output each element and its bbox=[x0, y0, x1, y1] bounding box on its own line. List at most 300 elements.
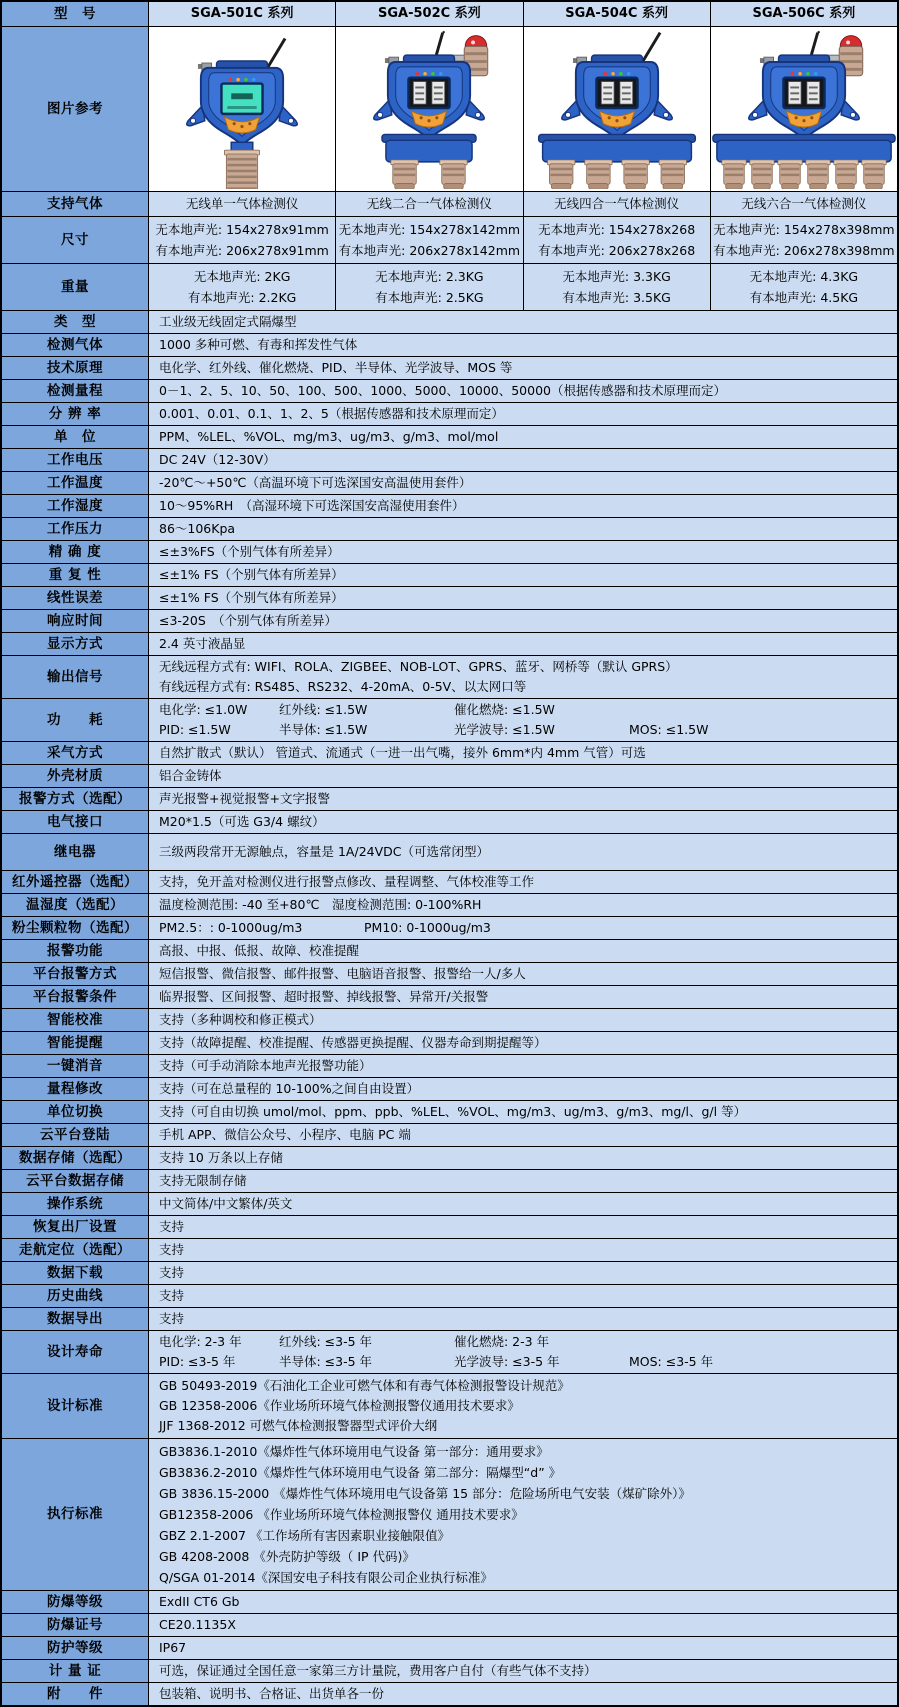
row-unit bbox=[2, 426, 897, 449]
design-standard-content bbox=[149, 1374, 897, 1438]
row-label-data-download: 数据下载 bbox=[2, 1262, 149, 1284]
range-content bbox=[149, 380, 897, 402]
exec-standard-line-3: GB12358-2006 《作业场所环境气体检测报警仪 通用技术要求》 bbox=[159, 1507, 524, 1522]
supported-gas-content bbox=[149, 192, 897, 216]
row-nav-position bbox=[2, 1239, 897, 1262]
work-humidity-content bbox=[149, 495, 897, 517]
tech-principle-cell bbox=[149, 357, 897, 379]
smart-cal-cell bbox=[149, 1009, 897, 1031]
row-label-history-curve: 历史曲线 bbox=[2, 1285, 149, 1307]
voltage-value: DC 24V（12-30V） bbox=[159, 452, 276, 467]
weight-value: 有本地声光: 4.5KG bbox=[749, 290, 859, 305]
row-label-ex-cert: 防爆证号 bbox=[2, 1614, 149, 1636]
dimensions-value: 有本地声光: 206x278x142mm bbox=[338, 243, 521, 258]
design-life-value: PID: ≤3-5 年 bbox=[159, 1354, 236, 1369]
alarm-func-value: 高报、中报、低报、故障、校准提醒 bbox=[159, 943, 360, 958]
dimensions-value: 有本地声光: 206x278x268 bbox=[538, 243, 696, 258]
row-factory-reset bbox=[2, 1216, 897, 1239]
design-life-value: 半导体: ≤3-5 年 bbox=[279, 1354, 373, 1369]
detect-gas-content bbox=[149, 334, 897, 356]
type-content bbox=[149, 311, 897, 333]
work-pressure-content bbox=[149, 518, 897, 540]
design-standard-line-0: GB 50493-2019《石油化工企业可燃气体和有毒气体检测报警设计规范》 bbox=[159, 1378, 570, 1393]
metering-cert-value: 可选，保证通过全国任意一家第三方计量院，费用客户自付（有些气体不支持） bbox=[159, 1663, 597, 1678]
row-cloud-login bbox=[2, 1124, 897, 1147]
exec-standard-line-4: GBZ 2.1-2007 《工作场所有害因素职业接触限值》 bbox=[159, 1528, 450, 1543]
dimensions-value: 无本地声光: 154x278x91mm bbox=[155, 222, 329, 237]
row-label-cloud-login: 云平台登陆 bbox=[2, 1124, 149, 1146]
row-one-key-mute bbox=[2, 1055, 897, 1078]
voltage-cell bbox=[149, 449, 897, 471]
row-label-accuracy: 精 确 度 bbox=[2, 541, 149, 563]
shell-cell bbox=[149, 765, 897, 787]
dimensions-col-2 bbox=[524, 217, 711, 263]
row-relay bbox=[2, 834, 897, 871]
exec-standard-line-6: Q/SGA 01-2014《深国安电子科技有限公司企业执行标准》 bbox=[159, 1570, 493, 1585]
supported-gas-value: 无线二合一气体检测仪 bbox=[366, 196, 492, 211]
unit-switch-content bbox=[149, 1101, 897, 1123]
alarm-func-cell bbox=[149, 940, 897, 962]
shell-content bbox=[149, 765, 897, 787]
ir-remote-content bbox=[149, 871, 897, 893]
design-life-line-0 bbox=[159, 1332, 887, 1352]
weight-value: 无本地声光: 3.3KG bbox=[562, 269, 671, 284]
row-label-data-export: 数据导出 bbox=[2, 1308, 149, 1330]
row-label-ir-remote: 红外遥控器（选配） bbox=[2, 871, 149, 893]
dimensions-content bbox=[149, 217, 897, 263]
output-signal-content bbox=[149, 656, 897, 698]
weight-value: 有本地声光: 3.5KG bbox=[562, 290, 671, 305]
electrical-port-content bbox=[149, 811, 897, 833]
ir-remote-cell bbox=[149, 871, 897, 893]
display-content bbox=[149, 633, 897, 655]
factory-reset-content bbox=[149, 1216, 897, 1238]
ex-grade-cell bbox=[149, 1591, 897, 1613]
accessories-content bbox=[149, 1683, 897, 1705]
dimensions-value: 无本地声光: 154x278x268 bbox=[538, 222, 696, 237]
supported-gas-value: 无线单一气体检测仪 bbox=[185, 196, 299, 211]
photos-content bbox=[149, 27, 897, 191]
row-range-modify bbox=[2, 1078, 897, 1101]
row-label-model: 型 号 bbox=[2, 2, 149, 26]
row-temp-humidity bbox=[2, 894, 897, 917]
model-content bbox=[149, 2, 897, 26]
row-metering-cert bbox=[2, 1660, 897, 1683]
row-label-response-time: 响应时间 bbox=[2, 610, 149, 632]
row-label-photos: 图片参考 bbox=[2, 27, 149, 191]
row-data-storage bbox=[2, 1147, 897, 1170]
sga-502c-detector-photo bbox=[336, 27, 523, 191]
row-label-type: 类 型 bbox=[2, 311, 149, 333]
unit-switch-cell bbox=[149, 1101, 897, 1123]
sga-501c-detector-photo bbox=[149, 27, 336, 191]
row-data-download bbox=[2, 1262, 897, 1285]
row-label-display: 显示方式 bbox=[2, 633, 149, 655]
linearity-cell bbox=[149, 587, 897, 609]
ip-grade-cell bbox=[149, 1637, 897, 1659]
row-label-smart-cal: 智能校准 bbox=[2, 1009, 149, 1031]
range-cell bbox=[149, 380, 897, 402]
row-label-work-temp: 工作温度 bbox=[2, 472, 149, 494]
data-export-value: 支持 bbox=[159, 1311, 185, 1326]
row-voltage bbox=[2, 449, 897, 472]
supported-gas-value: 无线六合一气体检测仪 bbox=[741, 196, 867, 211]
resolution-content bbox=[149, 403, 897, 425]
cloud-login-cell bbox=[149, 1124, 897, 1146]
work-temp-cell bbox=[149, 472, 897, 494]
platform-alarm-cond-content bbox=[149, 986, 897, 1008]
work-temp-content bbox=[149, 472, 897, 494]
exec-standard-line-0: GB3836.1-2010《爆炸性气体环境用电气设备 第一部分：通用要求》 bbox=[159, 1444, 549, 1459]
alarm-func-content bbox=[149, 940, 897, 962]
row-cloud-storage bbox=[2, 1170, 897, 1193]
row-exec-standard bbox=[2, 1439, 897, 1591]
display-cell bbox=[149, 633, 897, 655]
ex-grade-content bbox=[149, 1591, 897, 1613]
dimensions-col-0 bbox=[149, 217, 336, 263]
weight-col-3 bbox=[711, 264, 897, 310]
row-label-design-life: 设计寿命 bbox=[2, 1331, 149, 1373]
repeatability-content bbox=[149, 564, 897, 586]
row-label-ip-grade: 防护等级 bbox=[2, 1637, 149, 1659]
data-storage-value: 支持 10 万条以上存储 bbox=[159, 1150, 283, 1165]
row-label-metering-cert: 计 量 证 bbox=[2, 1660, 149, 1682]
one-key-mute-content bbox=[149, 1055, 897, 1077]
detect-gas-cell bbox=[149, 334, 897, 356]
sampling-content bbox=[149, 742, 897, 764]
dust-line-0 bbox=[159, 918, 887, 938]
tech-principle-value: 电化学、红外线、催化燃烧、PID、半导体、光学波导、MOS 等 bbox=[159, 360, 513, 375]
design-standard-cell bbox=[149, 1374, 897, 1438]
exec-standard-line-5: GB 4208-2008 《外壳防护等级（ IP 代码)》 bbox=[159, 1549, 415, 1564]
platform-alarm-cond-value: 临界报警、区间报警、超时报警、掉线报警、异常开/关报警 bbox=[159, 989, 489, 1004]
dust-cell bbox=[149, 917, 897, 939]
row-data-export bbox=[2, 1308, 897, 1331]
row-label-os: 操作系统 bbox=[2, 1193, 149, 1215]
output-signal-cell bbox=[149, 656, 897, 698]
history-curve-value: 支持 bbox=[159, 1288, 185, 1303]
row-tech-principle bbox=[2, 357, 897, 380]
one-key-mute-cell bbox=[149, 1055, 897, 1077]
design-life-content bbox=[149, 1331, 897, 1373]
repeatability-value: ≤±1% FS（个别气体有所差异） bbox=[159, 567, 344, 582]
data-download-cell bbox=[149, 1262, 897, 1284]
row-electrical-port bbox=[2, 811, 897, 834]
relay-value: 三级两段常开无源触点，容量是 1A/24VDC（可选常闭型） bbox=[159, 844, 489, 859]
work-temp-value: -20℃～+50℃（高温环境下可选深国安高温使用套件） bbox=[159, 475, 472, 490]
design-life-value: 光学波导: ≤3-5 年 bbox=[454, 1354, 560, 1369]
design-standard-line-2: JJF 1368-2012 可燃气体检测报警器型式评价大纲 bbox=[159, 1418, 438, 1433]
row-response-time bbox=[2, 610, 897, 633]
row-label-smart-remind: 智能提醒 bbox=[2, 1032, 149, 1054]
row-smart-remind bbox=[2, 1032, 897, 1055]
row-alarm-func bbox=[2, 940, 897, 963]
row-label-ex-grade: 防爆等级 bbox=[2, 1591, 149, 1613]
linearity-content bbox=[149, 587, 897, 609]
row-label-exec-standard: 执行标准 bbox=[2, 1439, 149, 1590]
response-time-value: ≤3-20S （个别气体有所差异） bbox=[159, 613, 338, 628]
row-label-accessories: 附 件 bbox=[2, 1683, 149, 1705]
design-life-value: 红外线: ≤3-5 年 bbox=[279, 1334, 373, 1349]
unit-value: PPM、%LEL、%VOL、mg/m3、ug/m3、g/m3、mol/mol bbox=[159, 429, 499, 444]
row-ex-cert bbox=[2, 1614, 897, 1637]
ip-grade-value: IP67 bbox=[159, 1640, 187, 1655]
type-value: 工业级无线固定式隔爆型 bbox=[159, 314, 297, 329]
os-value: 中文简体/中文繁体/英文 bbox=[159, 1196, 293, 1211]
row-display bbox=[2, 633, 897, 656]
voltage-content bbox=[149, 449, 897, 471]
row-label-factory-reset: 恢复出厂设置 bbox=[2, 1216, 149, 1238]
row-label-data-storage: 数据存储（选配） bbox=[2, 1147, 149, 1169]
dimensions-value: 有本地声光: 206x278x398mm bbox=[713, 243, 895, 258]
power-value: 催化燃烧: ≤1.5W bbox=[454, 702, 555, 717]
row-dust bbox=[2, 917, 897, 940]
power-value: 电化学: ≤1.0W bbox=[159, 702, 248, 717]
row-model bbox=[2, 2, 897, 27]
row-work-pressure bbox=[2, 518, 897, 541]
row-label-shell: 外壳材质 bbox=[2, 765, 149, 787]
row-photos bbox=[2, 27, 897, 192]
design-life-value: MOS: ≤3-5 年 bbox=[629, 1354, 714, 1369]
dimensions-value: 无本地声光: 154x278x398mm bbox=[713, 222, 895, 237]
metering-cert-cell bbox=[149, 1660, 897, 1682]
row-resolution bbox=[2, 403, 897, 426]
row-label-nav-position: 走航定位（选配） bbox=[2, 1239, 149, 1261]
row-type bbox=[2, 311, 897, 334]
accessories-value: 包装箱、说明书、合格证、出货单各一份 bbox=[159, 1686, 385, 1701]
temp-humidity-cell bbox=[149, 894, 897, 916]
ex-cert-value: CE20.1135X bbox=[159, 1617, 236, 1632]
design-life-line-1 bbox=[159, 1352, 887, 1372]
row-label-range-modify: 量程修改 bbox=[2, 1078, 149, 1100]
smart-remind-value: 支持（故障提醒、校准提醒、传感器更换提醒、仪器寿命到期提醒等） bbox=[159, 1035, 547, 1050]
exec-standard-line-2: GB 3836.15-2000 《爆炸性气体环境用电气设备第 15 部分：危险场所电气安装（煤矿除外）》 bbox=[159, 1486, 691, 1501]
row-label-dust: 粉尘颗粒物（选配） bbox=[2, 917, 149, 939]
model-col-0 bbox=[149, 2, 336, 26]
design-standard-line-1: GB 12358-2006《作业场所环境气体检测报警仪通用技术要求》 bbox=[159, 1398, 520, 1413]
platform-alarm-mode-cell bbox=[149, 963, 897, 985]
alarm-mode-cell bbox=[149, 788, 897, 810]
row-label-sampling: 采气方式 bbox=[2, 742, 149, 764]
power-line-1 bbox=[159, 720, 887, 740]
row-label-relay: 继电器 bbox=[2, 834, 149, 870]
supported-gas-col-1 bbox=[336, 192, 523, 216]
power-line-0 bbox=[159, 700, 887, 720]
range-value: 0－1、2、5、10、50、100、500、1000、5000、10000、50000（根据传感器和技术原理而定） bbox=[159, 383, 726, 398]
row-label-repeatability: 重 复 性 bbox=[2, 564, 149, 586]
row-output-signal bbox=[2, 656, 897, 699]
cloud-login-content bbox=[149, 1124, 897, 1146]
model-col-3 bbox=[711, 2, 897, 26]
weight-value: 无本地声光: 4.3KG bbox=[749, 269, 859, 284]
sampling-value: 自然扩散式（默认） 管道式、流通式（一进一出气嘴，接外 6mm*内 4mm 气管）可选 bbox=[159, 745, 646, 760]
row-label-supported-gas: 支持气体 bbox=[2, 192, 149, 216]
row-label-unit: 单 位 bbox=[2, 426, 149, 448]
cloud-storage-content bbox=[149, 1170, 897, 1192]
resolution-value: 0.001、0.01、0.1、1、2、5（根据传感器和技术原理而定） bbox=[159, 406, 504, 421]
row-label-alarm-func: 报警功能 bbox=[2, 940, 149, 962]
supported-gas-value: 无线四合一气体检测仪 bbox=[554, 196, 680, 211]
data-download-content bbox=[149, 1262, 897, 1284]
exec-standard-cell bbox=[149, 1439, 897, 1590]
tech-principle-content bbox=[149, 357, 897, 379]
model-value: SGA-504C 系列 bbox=[565, 6, 668, 21]
power-value: 红外线: ≤1.5W bbox=[279, 702, 368, 717]
relay-content bbox=[149, 834, 897, 870]
accuracy-content bbox=[149, 541, 897, 563]
row-label-output-signal: 输出信号 bbox=[2, 656, 149, 698]
repeatability-cell bbox=[149, 564, 897, 586]
row-label-detect-gas: 检测气体 bbox=[2, 334, 149, 356]
platform-alarm-mode-value: 短信报警、微信报警、邮件报警、电脑语音报警、报警给一人/多人 bbox=[159, 966, 526, 981]
weight-value: 无本地声光: 2.3KG bbox=[375, 269, 484, 284]
design-life-value: 电化学: 2-3 年 bbox=[159, 1334, 242, 1349]
work-pressure-cell bbox=[149, 518, 897, 540]
nav-position-value: 支持 bbox=[159, 1242, 185, 1257]
data-export-content bbox=[149, 1308, 897, 1330]
row-detect-gas bbox=[2, 334, 897, 357]
row-label-platform-alarm-cond: 平台报警条件 bbox=[2, 986, 149, 1008]
row-os bbox=[2, 1193, 897, 1216]
linearity-value: ≤±1% FS（个别气体有所差异） bbox=[159, 590, 344, 605]
model-value: SGA-502C 系列 bbox=[378, 6, 481, 21]
os-cell bbox=[149, 1193, 897, 1215]
dimensions-col-3 bbox=[711, 217, 897, 263]
supported-gas-col-0 bbox=[149, 192, 336, 216]
dimensions-value: 无本地声光: 154x278x142mm bbox=[338, 222, 521, 237]
resolution-cell bbox=[149, 403, 897, 425]
power-value: PID: ≤1.5W bbox=[159, 722, 231, 737]
model-col-1 bbox=[336, 2, 523, 26]
row-label-linearity: 线性误差 bbox=[2, 587, 149, 609]
smart-remind-content bbox=[149, 1032, 897, 1054]
row-smart-cal bbox=[2, 1009, 897, 1032]
row-label-electrical-port: 电气接口 bbox=[2, 811, 149, 833]
smart-cal-content bbox=[149, 1009, 897, 1031]
row-ip-grade bbox=[2, 1637, 897, 1660]
row-label-alarm-mode: 报警方式（选配） bbox=[2, 788, 149, 810]
smart-cal-value: 支持（多种调校和修正模式） bbox=[159, 1012, 322, 1027]
cloud-login-value: 手机 APP、微信公众号、小程序、电脑 PC 端 bbox=[159, 1127, 411, 1142]
row-accuracy bbox=[2, 541, 897, 564]
model-col-2 bbox=[524, 2, 711, 26]
model-value: SGA-501C 系列 bbox=[190, 6, 294, 21]
row-label-unit-switch: 单位切换 bbox=[2, 1101, 149, 1123]
electrical-port-cell bbox=[149, 811, 897, 833]
history-curve-cell bbox=[149, 1285, 897, 1307]
output-signal-line-0: 无线远程方式有: WIFI、ROLA、ZIGBEE、NOB-LOT、GPRS、蓝牙、网桥等（默认 GPRS） bbox=[159, 659, 678, 674]
metering-cert-content bbox=[149, 1660, 897, 1682]
row-label-power: 功 耗 bbox=[2, 699, 149, 741]
dimensions-value: 有本地声光: 206x278x91mm bbox=[155, 243, 329, 258]
power-cell bbox=[149, 699, 897, 741]
row-accessories bbox=[2, 1683, 897, 1705]
factory-reset-cell bbox=[149, 1216, 897, 1238]
weight-col-0 bbox=[149, 264, 336, 310]
unit-switch-value: 支持（可自由切换 umol/mol、ppm、ppb、%LEL、%VOL、mg/m3、ug/m3、g/m3、mg/l、g/l 等） bbox=[159, 1104, 747, 1119]
cloud-storage-value: 支持无限制存储 bbox=[159, 1173, 247, 1188]
row-design-life bbox=[2, 1331, 897, 1374]
weight-col-1 bbox=[336, 264, 523, 310]
history-curve-content bbox=[149, 1285, 897, 1307]
weight-col-2 bbox=[524, 264, 711, 310]
ex-cert-content bbox=[149, 1614, 897, 1636]
row-label-temp-humidity: 温湿度（选配） bbox=[2, 894, 149, 916]
row-platform-alarm-mode bbox=[2, 963, 897, 986]
type-cell bbox=[149, 311, 897, 333]
row-dimensions bbox=[2, 217, 897, 264]
range-modify-value: 支持（可在总量程的 10-100%之间自由设置） bbox=[159, 1081, 420, 1096]
power-value: 光学波导: ≤1.5W bbox=[454, 722, 555, 737]
row-unit-switch bbox=[2, 1101, 897, 1124]
electrical-port-value: M20*1.5（可选 G3/4 螺纹） bbox=[159, 814, 325, 829]
row-power bbox=[2, 699, 897, 742]
row-label-design-standard: 设计标准 bbox=[2, 1374, 149, 1438]
dust-content bbox=[149, 917, 897, 939]
accuracy-cell bbox=[149, 541, 897, 563]
smart-remind-cell bbox=[149, 1032, 897, 1054]
ex-grade-value: ExdII CT6 Gb bbox=[159, 1594, 240, 1609]
dust-value: PM2.5：: 0-1000ug/m3 bbox=[159, 920, 303, 935]
accuracy-value: ≤±3%FS（个别气体有所差异） bbox=[159, 544, 340, 559]
row-label-voltage: 工作电压 bbox=[2, 449, 149, 471]
factory-reset-value: 支持 bbox=[159, 1219, 185, 1234]
data-download-value: 支持 bbox=[159, 1265, 185, 1280]
design-life-value: 催化燃烧: 2-3 年 bbox=[454, 1334, 550, 1349]
row-label-work-pressure: 工作压力 bbox=[2, 518, 149, 540]
row-design-standard bbox=[2, 1374, 897, 1439]
ir-remote-value: 支持，免开盖对检测仪进行报警点修改、量程调整、气体校准等工作 bbox=[159, 874, 535, 889]
weight-value: 有本地声光: 2.5KG bbox=[375, 290, 484, 305]
ex-cert-cell bbox=[149, 1614, 897, 1636]
weight-value: 无本地声光: 2KG bbox=[193, 269, 291, 284]
one-key-mute-value: 支持（可手动消除本地声光报警功能） bbox=[159, 1058, 372, 1073]
exec-standard-content bbox=[149, 1439, 897, 1590]
work-pressure-value: 86～106Kpa bbox=[159, 521, 236, 536]
unit-cell bbox=[149, 426, 897, 448]
row-label-resolution: 分 辨 率 bbox=[2, 403, 149, 425]
sampling-cell bbox=[149, 742, 897, 764]
data-storage-cell bbox=[149, 1147, 897, 1169]
ip-grade-content bbox=[149, 1637, 897, 1659]
row-label-work-humidity: 工作湿度 bbox=[2, 495, 149, 517]
power-content bbox=[149, 699, 897, 741]
range-modify-content bbox=[149, 1078, 897, 1100]
row-supported-gas bbox=[2, 192, 897, 217]
row-history-curve bbox=[2, 1285, 897, 1308]
weight-content bbox=[149, 264, 897, 310]
output-signal-line-1: 有线远程方式有: RS485、RS232、4-20mA、0-5V、以太网口等 bbox=[159, 679, 527, 694]
row-linearity bbox=[2, 587, 897, 610]
dust-value: PM10: 0-1000ug/m3 bbox=[364, 920, 491, 935]
row-label-one-key-mute: 一键消音 bbox=[2, 1055, 149, 1077]
platform-alarm-cond-cell bbox=[149, 986, 897, 1008]
row-label-dimensions: 尺寸 bbox=[2, 217, 149, 263]
row-label-tech-principle: 技术原理 bbox=[2, 357, 149, 379]
work-humidity-cell bbox=[149, 495, 897, 517]
row-platform-alarm-cond bbox=[2, 986, 897, 1009]
row-label-platform-alarm-mode: 平台报警方式 bbox=[2, 963, 149, 985]
nav-position-content bbox=[149, 1239, 897, 1261]
supported-gas-col-2 bbox=[524, 192, 711, 216]
row-alarm-mode bbox=[2, 788, 897, 811]
dimensions-col-1 bbox=[336, 217, 523, 263]
supported-gas-col-3 bbox=[711, 192, 897, 216]
unit-content bbox=[149, 426, 897, 448]
response-time-content bbox=[149, 610, 897, 632]
cloud-storage-cell bbox=[149, 1170, 897, 1192]
row-repeatability bbox=[2, 564, 897, 587]
